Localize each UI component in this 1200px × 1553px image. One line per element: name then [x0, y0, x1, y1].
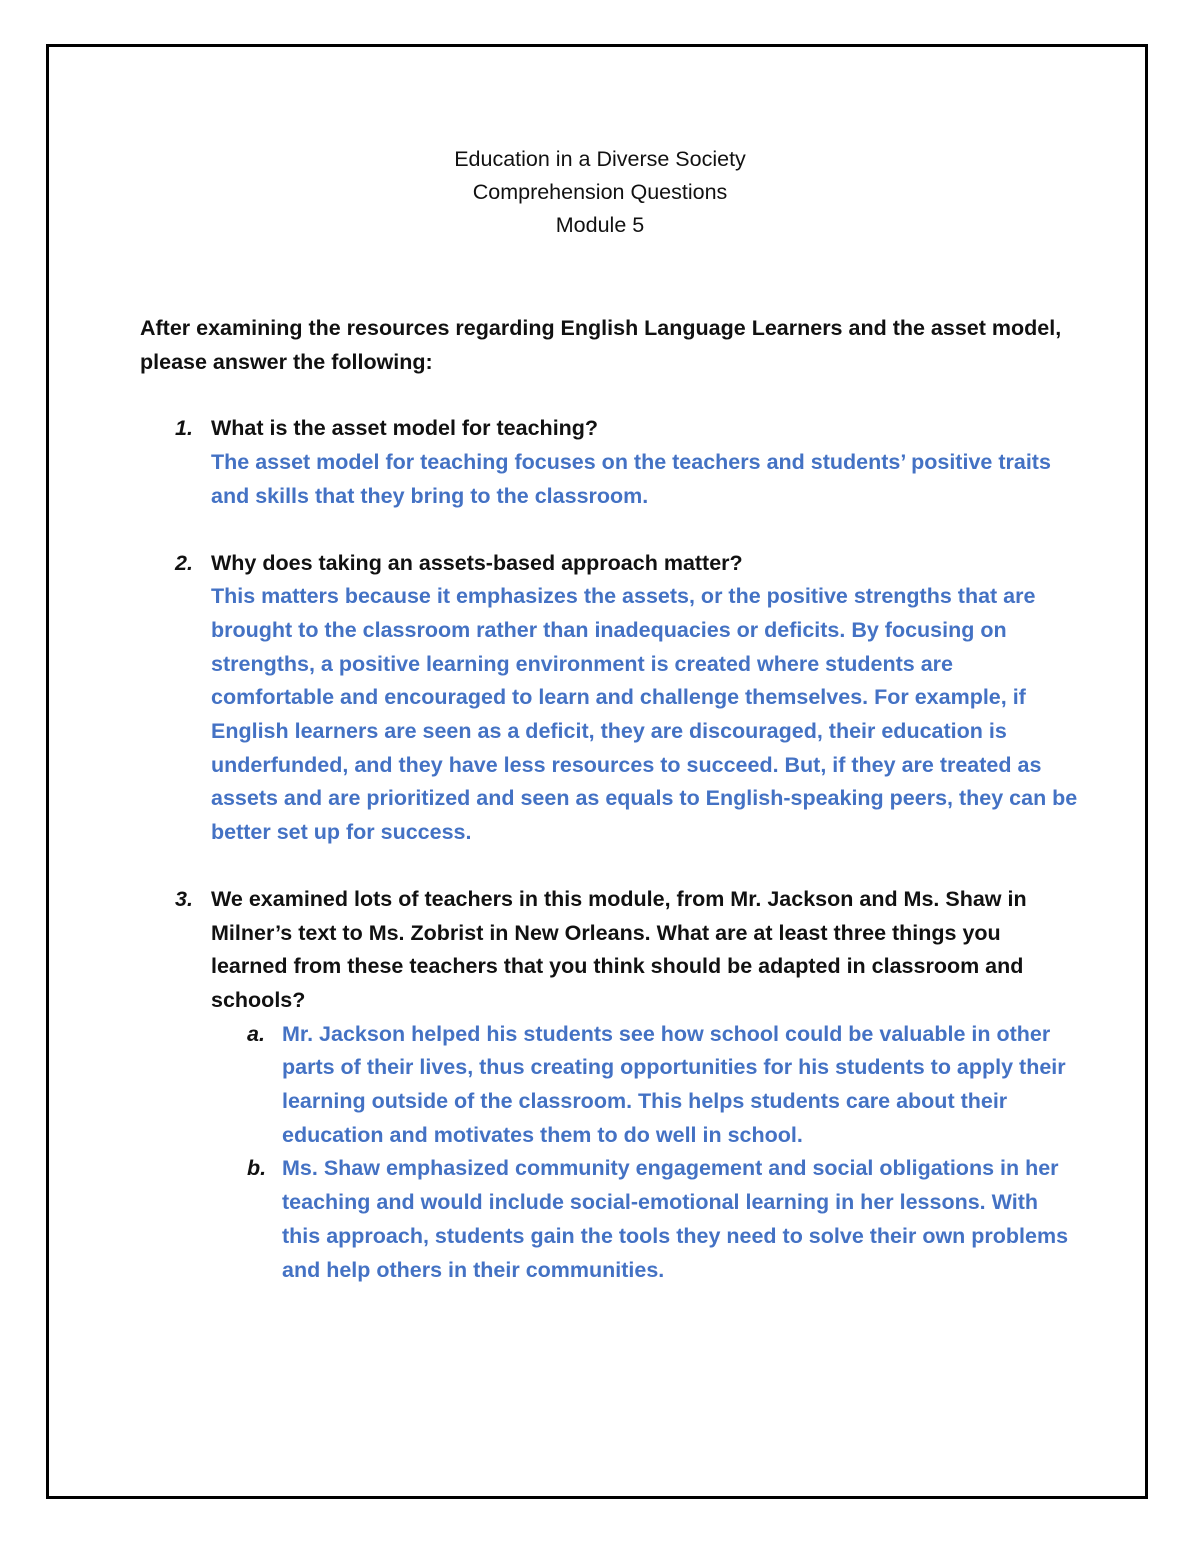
- intro-paragraph: After examining the resources regarding English Language Learners and the asset model, please answer the following:: [140, 316, 1062, 374]
- sub-answer-item-a: [211, 1018, 1080, 1153]
- question-text: What is the asset model for teaching?: [211, 416, 599, 441]
- question-text: We examined lots of teachers in this module, from Mr. Jackson and Ms. Shaw in Milner’s text to Ms. Zobrist in New Orleans. What are at least three things you learned from these teachers that you think should be adapted in classroom and schools?: [211, 886, 1027, 1012]
- question-text: Why does taking an assets-based approach matter?: [211, 550, 743, 575]
- assignment-title: Comprehension Questions: [472, 180, 728, 204]
- question-number: 1.: [175, 416, 193, 441]
- question-list: [140, 412, 1080, 1287]
- sub-answer-item-b: [211, 1152, 1080, 1287]
- question-number: 3.: [175, 886, 193, 911]
- sub-answer-list: [211, 1018, 1080, 1288]
- module-label: Module 5: [555, 213, 645, 237]
- question-item-1: [140, 412, 1080, 513]
- sub-answer-text: Mr. Jackson helped his students see how school could be valuable in other parts of their lives, thus creating opportunities for his students to apply their learning outside of the classroom. This helps students care about their education and motivates them to do well in school.: [282, 1021, 1066, 1147]
- answer-text: This matters because it emphasizes the assets, or the positive strengths that are brought to the classroom rather than inadequacies or deficits. By focusing on strengths, a positive learning environment is created where students are comfortable and encouraged to learn and challenge themselves. For example, if English learners are seen as a deficit, they are discouraged, their education is underfunded, and they have less resources to succeed. But, if they are treated as assets and are prioritized and seen as equals to English-speaking peers, they can be better set up for success.: [211, 584, 1078, 845]
- question-number: 2.: [175, 550, 193, 575]
- question-item-3: [140, 883, 1080, 1287]
- sub-answer-letter: b.: [247, 1156, 267, 1181]
- answer-text: The asset model for teaching focuses on the teachers and students’ positive traits and skills that they bring to the classroom.: [211, 450, 1051, 508]
- sub-answer-text: Ms. Shaw emphasized community engagement and social obligations in her teaching and would include social-emotional learning in her lessons. With this approach, students gain the tools they need to solve their own problems and help others in their communities.: [282, 1156, 1069, 1282]
- question-item-2: [140, 547, 1080, 850]
- course-title: Education in a Diverse Society: [454, 147, 746, 171]
- document-body: [140, 312, 1080, 1287]
- sub-answer-letter: a.: [247, 1021, 265, 1046]
- document-header: [0, 143, 1200, 242]
